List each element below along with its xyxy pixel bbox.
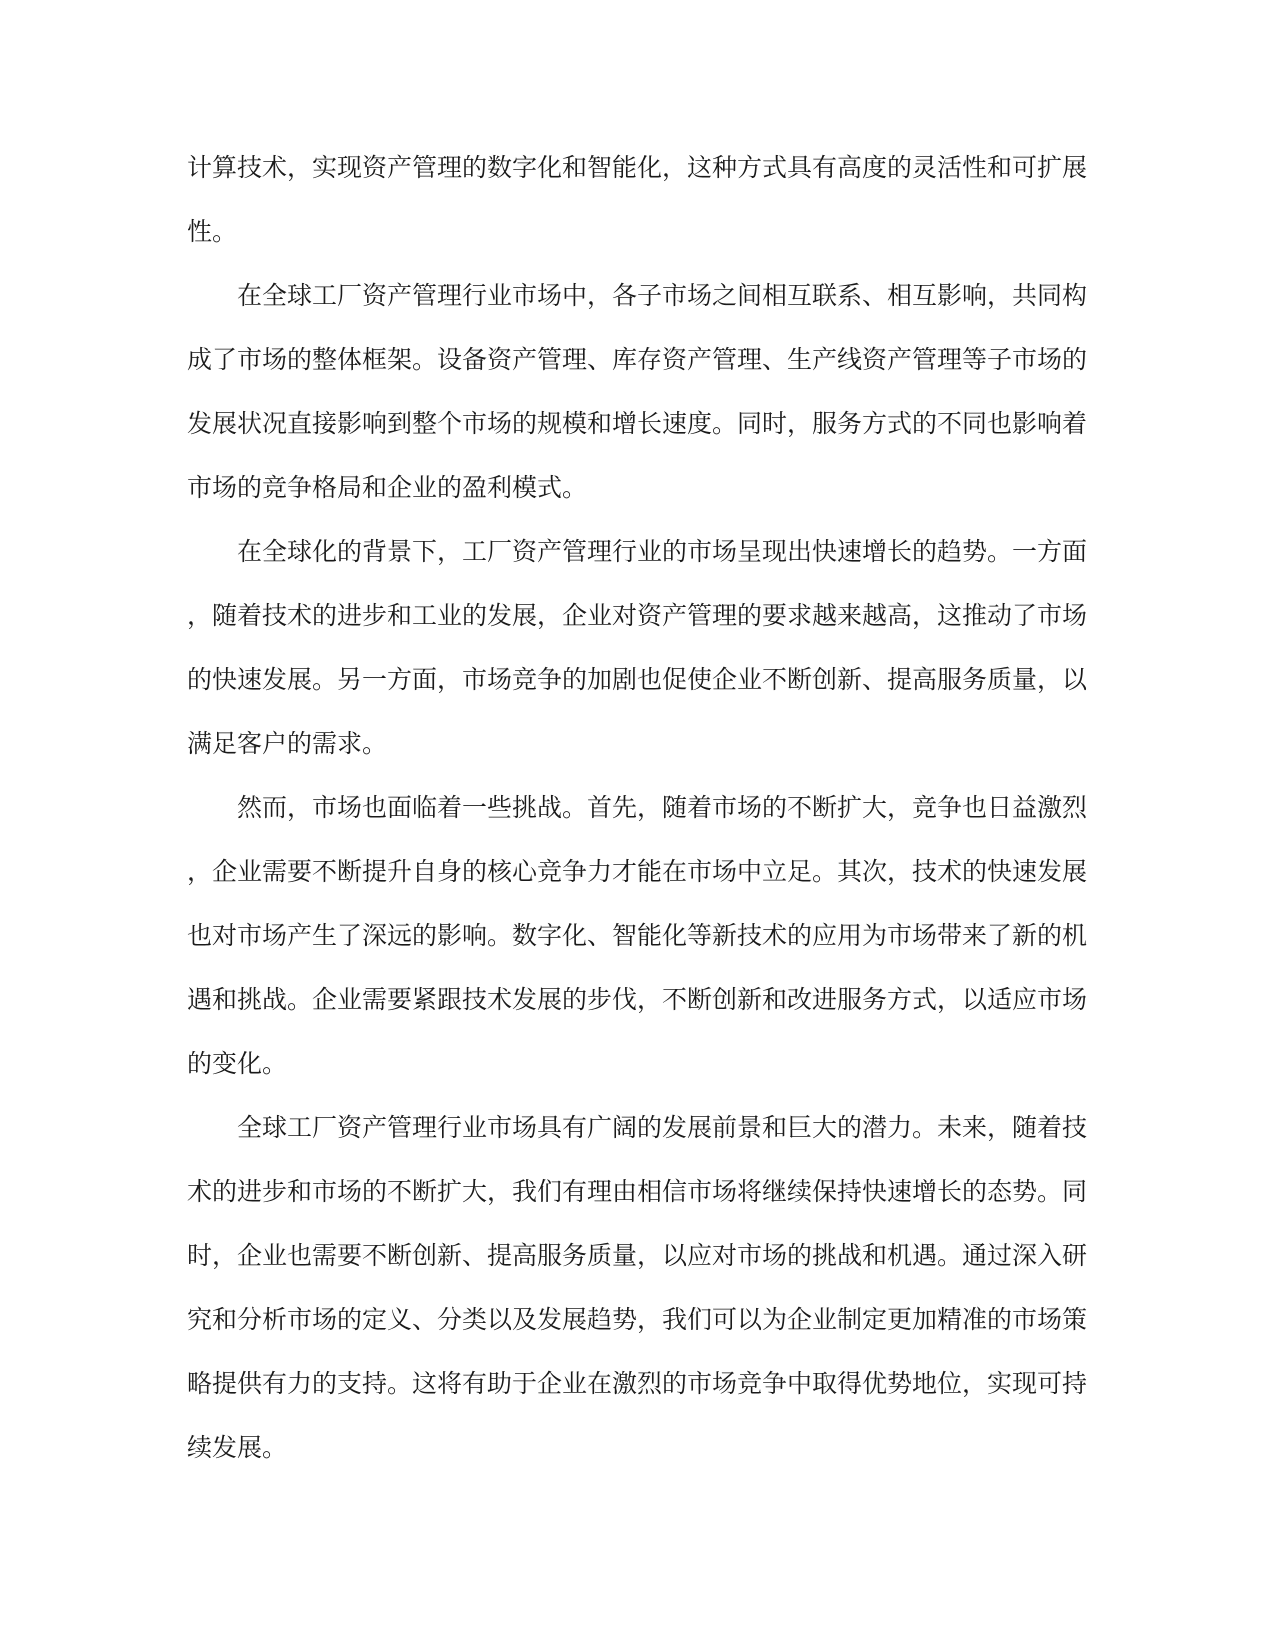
- text-line: 的快速发展。另一方面，市场竞争的加剧也促使企业不断创新、提高服务质量，以: [187, 666, 1088, 694]
- text-line: 全球工厂资产管理行业市场具有广阔的发展前景和巨大的潜力。未来，随着技: [187, 1114, 1088, 1142]
- text-line: 也对市场产生了深远的影响。数字化、智能化等新技术的应用为市场带来了新的机: [187, 922, 1088, 950]
- text-line: 在全球化的背景下，工厂资产管理行业的市场呈现出快速增长的趋势。一方面: [187, 538, 1088, 566]
- paragraph: [187, 520, 1089, 776]
- text-line: 发展状况直接影响到整个市场的规模和增长速度。同时，服务方式的不同也影响着: [187, 410, 1088, 438]
- text-line: 满足客户的需求。: [187, 730, 388, 758]
- paragraph: [187, 1096, 1089, 1480]
- text-line: 市场的竞争格局和企业的盈利模式。: [187, 474, 588, 502]
- text-line: 性。: [187, 218, 238, 246]
- text-line: 成了市场的整体框架。设备资产管理、库存资产管理、生产线资产管理等子市场的: [187, 346, 1088, 374]
- text-line: 术的进步和市场的不断扩大，我们有理由相信市场将继续保持快速增长的态势。同: [187, 1178, 1088, 1206]
- text-line: 续发展。: [187, 1434, 288, 1462]
- text-line: 究和分析市场的定义、分类以及发展趋势，我们可以为企业制定更加精准的市场策: [187, 1306, 1088, 1334]
- paragraph: [187, 776, 1089, 1096]
- paragraph: [187, 136, 1089, 264]
- paragraph: [187, 264, 1089, 520]
- text-line: 然而，市场也面临着一些挑战。首先，随着市场的不断扩大，竞争也日益激烈: [187, 794, 1088, 822]
- text-line: 遇和挑战。企业需要紧跟技术发展的步伐，不断创新和改进服务方式，以适应市场: [187, 986, 1088, 1014]
- document-body: [187, 136, 1089, 1480]
- text-line: 时，企业也需要不断创新、提高服务质量，以应对市场的挑战和机遇。通过深入研: [187, 1242, 1088, 1270]
- text-line: ，企业需要不断提升自身的核心竞争力才能在市场中立足。其次，技术的快速发展: [187, 858, 1088, 886]
- text-line: 在全球工厂资产管理行业市场中，各子市场之间相互联系、相互影响，共同构: [187, 282, 1088, 310]
- text-line: ，随着技术的进步和工业的发展，企业对资产管理的要求越来越高，这推动了市场: [187, 602, 1088, 630]
- text-line: 略提供有力的支持。这将有助于企业在激烈的市场竞争中取得优势地位，实现可持: [187, 1370, 1088, 1398]
- text-line: 的变化。: [187, 1050, 288, 1078]
- text-line: 计算技术，实现资产管理的数字化和智能化，这种方式具有高度的灵活性和可扩展: [187, 154, 1088, 182]
